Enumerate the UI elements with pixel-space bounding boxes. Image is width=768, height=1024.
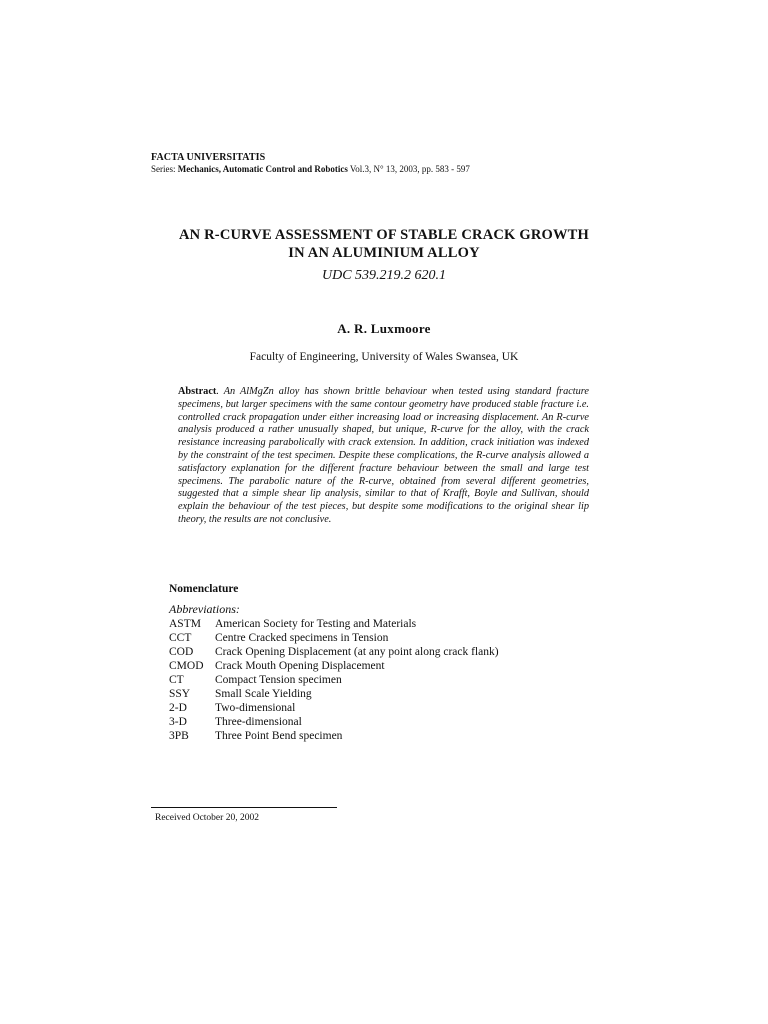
abbreviation-code: COD (169, 646, 194, 658)
abbreviation-description: Small Scale Yielding (215, 688, 312, 700)
abstract (178, 386, 589, 527)
footnote-divider (151, 807, 337, 808)
abbreviation-item (169, 715, 499, 729)
series-line (151, 164, 470, 174)
abstract-text: . An AlMgZn alloy has shown brittle behaviour when tested using standard fracture specimens, but larger specimens with the same contour geometry have produced stable fracture i.e. controlled crack propagation under either increasing load or increasing displacement. An R-curve analysis produced a rather unusually shaped, but unique, R-curve for the alloy, with the crack resistance increasing parabolically with crack extension. In addition, crack initiation was indexed by the constraint of the test specimen. Despite these complications, the R-curve analysis allowed a satisfactory explanation for the different fracture behaviour between the small and large test specimens. The parabolic nature of the R-curve, obtained from several different geometries, suggested that a simple shear lip analysis, similar to that of Krafft, Boyle and Sullivan, should explain the behaviour of the test pieces, but despite some modifications to the original shear lip theory, the results are not conclusive. (178, 386, 589, 525)
abbreviation-item (169, 687, 499, 701)
abbreviation-item (169, 631, 499, 645)
abbreviation-description: Crack Mouth Opening Displacement (215, 660, 385, 672)
abbreviation-item (169, 659, 499, 673)
abbreviation-code: 2-D (169, 702, 187, 714)
abbreviation-description: American Society for Testing and Materials (215, 618, 417, 630)
abbreviation-description: Centre Cracked specimens in Tension (215, 632, 389, 644)
abbreviation-item (169, 645, 499, 659)
abbreviation-item (169, 729, 499, 743)
series-details: Vol.3, N° 13, 2003, pp. 583 - 597 (347, 164, 470, 174)
title-line-2: IN AN ALUMINIUM ALLOY (288, 245, 480, 261)
udc-code: UDC 539.219.2 620.1 (321, 268, 447, 283)
abbreviation-description: Three Point Bend specimen (215, 730, 343, 742)
abbreviation-item (169, 617, 499, 631)
abbreviations-heading: Abbreviations: (169, 602, 240, 616)
paper-title (100, 226, 668, 262)
title-line-1: AN R-CURVE ASSESSMENT OF STABLE CRACK GROWTH (178, 227, 590, 243)
nomenclature-heading: Nomenclature (169, 583, 239, 595)
abbreviation-code: CCT (169, 632, 192, 644)
abstract-label: Abstract (178, 386, 217, 397)
abbreviations-list (169, 617, 499, 743)
abbreviation-code: CT (169, 674, 184, 686)
author-name: A. R. Luxmoore (337, 321, 431, 336)
abbreviation-code: 3-D (169, 716, 187, 728)
series-name: Mechanics, Automatic Control and Robotics (177, 164, 348, 174)
abbreviation-item (169, 701, 499, 715)
journal-name: FACTA UNIVERSITATIS (151, 152, 266, 163)
abbreviation-description: Two-dimensional (215, 702, 296, 714)
abbreviation-description: Three-dimensional (215, 716, 302, 728)
abbreviation-item (169, 673, 499, 687)
abbreviation-code: CMOD (169, 660, 204, 672)
abbreviation-code: SSY (169, 688, 191, 700)
abbreviation-code: ASTM (169, 618, 201, 630)
abbreviation-description: Crack Opening Displacement (at any point along crack flank) (215, 646, 499, 658)
abbreviation-description: Compact Tension specimen (215, 674, 342, 686)
series-prefix: Series: (151, 164, 178, 174)
abbreviation-code: 3PB (169, 730, 189, 742)
received-date-footnote: Received October 20, 2002 (155, 813, 259, 823)
author-affiliation: Faculty of Engineering, University of Wales Swansea, UK (249, 351, 519, 363)
